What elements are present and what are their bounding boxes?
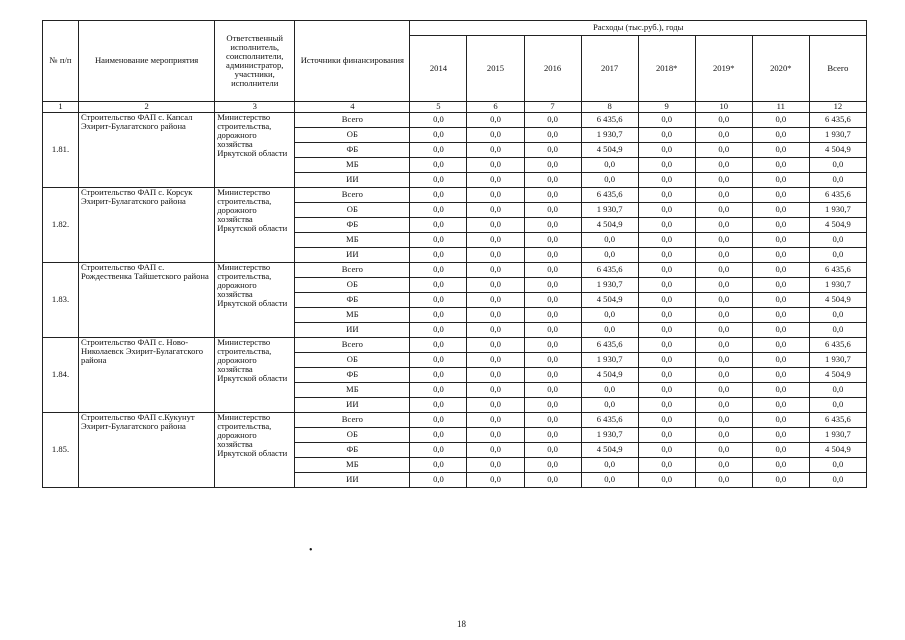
year-value: 0,0 xyxy=(752,233,809,248)
header-year: 2018* xyxy=(638,36,695,102)
total-value: 1 930,7 xyxy=(809,128,866,143)
year-value: 0,0 xyxy=(695,413,752,428)
year-value: 0,0 xyxy=(410,308,467,323)
year-value: 4 504,9 xyxy=(581,218,638,233)
year-value: 0,0 xyxy=(524,338,581,353)
year-value: 0,0 xyxy=(524,188,581,203)
year-value: 0,0 xyxy=(581,398,638,413)
year-value: 0,0 xyxy=(695,398,752,413)
item-name: Строительство ФАП с. Корсук Эхирит-Булагатского района xyxy=(79,188,215,263)
year-value: 0,0 xyxy=(524,323,581,338)
year-value: 0,0 xyxy=(752,368,809,383)
year-value: 0,0 xyxy=(467,368,524,383)
total-value: 4 504,9 xyxy=(809,218,866,233)
year-value: 4 504,9 xyxy=(581,293,638,308)
year-value: 0,0 xyxy=(467,248,524,263)
item-name: Строительство ФАП с.Кукунут Эхирит-Булагатского района xyxy=(79,413,215,488)
funding-source: ОБ xyxy=(295,203,410,218)
total-value: 4 504,9 xyxy=(809,443,866,458)
year-value: 0,0 xyxy=(638,128,695,143)
header-year: 2020* xyxy=(752,36,809,102)
total-value: 0,0 xyxy=(809,248,866,263)
year-value: 0,0 xyxy=(752,473,809,488)
year-value: 0,0 xyxy=(695,293,752,308)
year-value: 0,0 xyxy=(638,203,695,218)
year-value: 0,0 xyxy=(410,383,467,398)
year-value: 0,0 xyxy=(410,173,467,188)
year-value: 0,0 xyxy=(752,278,809,293)
column-number: 9 xyxy=(638,102,695,113)
year-value: 0,0 xyxy=(524,368,581,383)
year-value: 0,0 xyxy=(752,458,809,473)
year-value: 0,0 xyxy=(695,173,752,188)
year-value: 0,0 xyxy=(581,383,638,398)
year-value: 0,0 xyxy=(467,173,524,188)
year-value: 0,0 xyxy=(467,413,524,428)
year-value: 0,0 xyxy=(581,473,638,488)
total-value: 0,0 xyxy=(809,398,866,413)
column-number-row xyxy=(43,102,867,113)
column-number: 1 xyxy=(43,102,79,113)
year-value: 0,0 xyxy=(638,173,695,188)
year-value: 0,0 xyxy=(752,413,809,428)
year-value: 0,0 xyxy=(752,218,809,233)
column-number: 3 xyxy=(215,102,295,113)
year-value: 6 435,6 xyxy=(581,188,638,203)
year-value: 0,0 xyxy=(524,458,581,473)
total-value: 1 930,7 xyxy=(809,278,866,293)
year-value: 0,0 xyxy=(752,338,809,353)
funding-source: МБ xyxy=(295,233,410,248)
year-value: 0,0 xyxy=(410,428,467,443)
item-number: 1.82. xyxy=(43,188,79,263)
year-value: 0,0 xyxy=(752,158,809,173)
item-name: Строительство ФАП с. Ново-Николаевск Эхирит-Булагатского района xyxy=(79,338,215,413)
year-value: 0,0 xyxy=(695,158,752,173)
year-value: 0,0 xyxy=(695,263,752,278)
year-value: 0,0 xyxy=(695,308,752,323)
year-value: 0,0 xyxy=(524,143,581,158)
year-value: 0,0 xyxy=(410,293,467,308)
year-value: 0,0 xyxy=(467,308,524,323)
year-value: 0,0 xyxy=(638,143,695,158)
year-value: 0,0 xyxy=(410,158,467,173)
year-value: 0,0 xyxy=(410,458,467,473)
year-value: 0,0 xyxy=(581,308,638,323)
total-value: 0,0 xyxy=(809,383,866,398)
expenses-table xyxy=(42,20,867,488)
year-value: 0,0 xyxy=(410,443,467,458)
column-number: 12 xyxy=(809,102,866,113)
year-value: 0,0 xyxy=(695,128,752,143)
total-value: 6 435,6 xyxy=(809,188,866,203)
year-value: 0,0 xyxy=(638,263,695,278)
year-value: 0,0 xyxy=(410,248,467,263)
funding-source: ОБ xyxy=(295,428,410,443)
year-value: 0,0 xyxy=(524,353,581,368)
year-value: 0,0 xyxy=(581,158,638,173)
year-value: 0,0 xyxy=(467,158,524,173)
year-value: 0,0 xyxy=(410,263,467,278)
year-value: 0,0 xyxy=(752,188,809,203)
year-value: 0,0 xyxy=(524,158,581,173)
year-value: 0,0 xyxy=(467,143,524,158)
year-value: 0,0 xyxy=(524,398,581,413)
year-value: 0,0 xyxy=(524,308,581,323)
header-executor: Ответственный исполнитель, соисполнители, администратор, участники, исполнители xyxy=(215,21,295,102)
year-value: 0,0 xyxy=(638,338,695,353)
total-value: 0,0 xyxy=(809,158,866,173)
year-value: 0,0 xyxy=(410,413,467,428)
page-number: 18 xyxy=(457,619,466,629)
year-value: 0,0 xyxy=(524,173,581,188)
funding-source: ОБ xyxy=(295,353,410,368)
year-value: 0,0 xyxy=(752,443,809,458)
year-value: 0,0 xyxy=(695,323,752,338)
year-value: 0,0 xyxy=(467,353,524,368)
year-value: 0,0 xyxy=(467,218,524,233)
year-value: 0,0 xyxy=(695,383,752,398)
item-name: Строительство ФАП с. Капсал Эхирит-Булагатского района xyxy=(79,113,215,188)
funding-source: ИИ xyxy=(295,248,410,263)
year-value: 0,0 xyxy=(524,383,581,398)
year-value: 0,0 xyxy=(467,443,524,458)
year-value: 1 930,7 xyxy=(581,128,638,143)
year-value: 0,0 xyxy=(695,443,752,458)
year-value: 0,0 xyxy=(752,263,809,278)
year-value: 0,0 xyxy=(467,233,524,248)
header-year: 2017 xyxy=(581,36,638,102)
year-value: 0,0 xyxy=(467,188,524,203)
funding-source: ИИ xyxy=(295,398,410,413)
year-value: 0,0 xyxy=(467,473,524,488)
total-value: 1 930,7 xyxy=(809,353,866,368)
year-value: 0,0 xyxy=(638,473,695,488)
funding-source: Всего xyxy=(295,413,410,428)
header-total: Всего xyxy=(809,36,866,102)
year-value: 0,0 xyxy=(695,473,752,488)
year-value: 0,0 xyxy=(524,128,581,143)
year-value: 0,0 xyxy=(638,278,695,293)
year-value: 0,0 xyxy=(467,113,524,128)
year-value: 0,0 xyxy=(410,338,467,353)
year-value: 0,0 xyxy=(695,248,752,263)
year-value: 4 504,9 xyxy=(581,143,638,158)
year-value: 0,0 xyxy=(467,278,524,293)
year-value: 0,0 xyxy=(752,173,809,188)
year-value: 1 930,7 xyxy=(581,428,638,443)
year-value: 0,0 xyxy=(524,218,581,233)
year-value: 0,0 xyxy=(638,308,695,323)
year-value: 0,0 xyxy=(695,338,752,353)
year-value: 0,0 xyxy=(638,323,695,338)
year-value: 0,0 xyxy=(752,113,809,128)
funding-source: МБ xyxy=(295,383,410,398)
year-value: 0,0 xyxy=(638,188,695,203)
header-year: 2019* xyxy=(695,36,752,102)
column-number: 10 xyxy=(695,102,752,113)
header-num: № п/п xyxy=(43,21,79,102)
funding-source: ФБ xyxy=(295,143,410,158)
column-number: 2 xyxy=(79,102,215,113)
year-value: 0,0 xyxy=(410,398,467,413)
funding-source: Всего xyxy=(295,338,410,353)
year-value: 0,0 xyxy=(695,203,752,218)
table-row xyxy=(43,338,867,353)
total-value: 0,0 xyxy=(809,323,866,338)
funding-source: Всего xyxy=(295,188,410,203)
year-value: 0,0 xyxy=(524,428,581,443)
year-value: 0,0 xyxy=(581,233,638,248)
year-value: 0,0 xyxy=(638,233,695,248)
header-sources: Источники финансирования xyxy=(295,21,410,102)
year-value: 0,0 xyxy=(752,293,809,308)
table-body xyxy=(43,113,867,488)
year-value: 4 504,9 xyxy=(581,368,638,383)
year-value: 0,0 xyxy=(524,443,581,458)
funding-source: ИИ xyxy=(295,323,410,338)
funding-source: ФБ xyxy=(295,218,410,233)
header-year: 2016 xyxy=(524,36,581,102)
funding-source: ОБ xyxy=(295,278,410,293)
year-value: 1 930,7 xyxy=(581,353,638,368)
year-value: 0,0 xyxy=(695,218,752,233)
funding-source: ФБ xyxy=(295,443,410,458)
year-value: 0,0 xyxy=(638,248,695,263)
header-year: 2014 xyxy=(410,36,467,102)
year-value: 0,0 xyxy=(410,218,467,233)
total-value: 4 504,9 xyxy=(809,293,866,308)
year-value: 0,0 xyxy=(638,428,695,443)
year-value: 0,0 xyxy=(524,473,581,488)
item-executor: Министерство строительства, дорожного хозяйства Иркутской области xyxy=(215,263,295,338)
year-value: 0,0 xyxy=(410,203,467,218)
funding-source: МБ xyxy=(295,158,410,173)
column-number: 11 xyxy=(752,102,809,113)
item-name: Строительство ФАП с. Рождественка Тайшетского района xyxy=(79,263,215,338)
header-name: Наименование мероприятия xyxy=(79,21,215,102)
year-value: 0,0 xyxy=(524,248,581,263)
year-value: 0,0 xyxy=(581,173,638,188)
year-value: 0,0 xyxy=(467,293,524,308)
column-number: 4 xyxy=(295,102,410,113)
total-value: 1 930,7 xyxy=(809,428,866,443)
year-value: 0,0 xyxy=(695,428,752,443)
year-value: 0,0 xyxy=(410,473,467,488)
year-value: 0,0 xyxy=(524,293,581,308)
table-row xyxy=(43,263,867,278)
year-value: 0,0 xyxy=(638,443,695,458)
column-number: 5 xyxy=(410,102,467,113)
total-value: 6 435,6 xyxy=(809,263,866,278)
year-value: 0,0 xyxy=(410,233,467,248)
year-value: 0,0 xyxy=(695,278,752,293)
year-value: 0,0 xyxy=(467,128,524,143)
year-value: 0,0 xyxy=(467,323,524,338)
year-value: 0,0 xyxy=(524,263,581,278)
item-executor: Министерство строительства, дорожного хозяйства Иркутской области xyxy=(215,413,295,488)
year-value: 0,0 xyxy=(638,413,695,428)
year-value: 0,0 xyxy=(467,428,524,443)
year-value: 0,0 xyxy=(638,368,695,383)
total-value: 6 435,6 xyxy=(809,113,866,128)
year-value: 0,0 xyxy=(638,218,695,233)
year-value: 0,0 xyxy=(410,128,467,143)
year-value: 0,0 xyxy=(524,203,581,218)
year-value: 6 435,6 xyxy=(581,413,638,428)
year-value: 0,0 xyxy=(752,383,809,398)
total-value: 6 435,6 xyxy=(809,413,866,428)
funding-source: ФБ xyxy=(295,368,410,383)
stray-mark: • xyxy=(309,545,313,556)
year-value: 1 930,7 xyxy=(581,203,638,218)
year-value: 0,0 xyxy=(638,158,695,173)
funding-source: ОБ xyxy=(295,128,410,143)
year-value: 0,0 xyxy=(695,353,752,368)
total-value: 1 930,7 xyxy=(809,203,866,218)
year-value: 6 435,6 xyxy=(581,113,638,128)
funding-source: Всего xyxy=(295,263,410,278)
total-value: 0,0 xyxy=(809,473,866,488)
year-value: 0,0 xyxy=(752,128,809,143)
year-value: 0,0 xyxy=(410,323,467,338)
table-row xyxy=(43,413,867,428)
year-value: 0,0 xyxy=(524,233,581,248)
year-value: 0,0 xyxy=(752,248,809,263)
year-value: 0,0 xyxy=(410,143,467,158)
header-year: 2015 xyxy=(467,36,524,102)
item-number: 1.85. xyxy=(43,413,79,488)
year-value: 0,0 xyxy=(467,383,524,398)
item-number: 1.81. xyxy=(43,113,79,188)
year-value: 0,0 xyxy=(638,113,695,128)
item-executor: Министерство строительства, дорожного хозяйства Иркутской области xyxy=(215,113,295,188)
total-value: 0,0 xyxy=(809,308,866,323)
year-value: 4 504,9 xyxy=(581,443,638,458)
year-value: 0,0 xyxy=(752,323,809,338)
year-value: 0,0 xyxy=(467,458,524,473)
item-executor: Министерство строительства, дорожного хозяйства Иркутской области xyxy=(215,188,295,263)
year-value: 0,0 xyxy=(638,458,695,473)
total-value: 0,0 xyxy=(809,233,866,248)
year-value: 0,0 xyxy=(695,188,752,203)
year-value: 0,0 xyxy=(695,368,752,383)
column-number: 6 xyxy=(467,102,524,113)
table-row xyxy=(43,113,867,128)
year-value: 0,0 xyxy=(638,353,695,368)
year-value: 0,0 xyxy=(638,383,695,398)
year-value: 0,0 xyxy=(410,188,467,203)
year-value: 0,0 xyxy=(695,233,752,248)
funding-source: ИИ xyxy=(295,173,410,188)
year-value: 0,0 xyxy=(752,398,809,413)
year-value: 6 435,6 xyxy=(581,338,638,353)
year-value: 0,0 xyxy=(638,293,695,308)
funding-source: ФБ xyxy=(295,293,410,308)
item-number: 1.84. xyxy=(43,338,79,413)
table-row xyxy=(43,188,867,203)
year-value: 0,0 xyxy=(410,353,467,368)
year-value: 0,0 xyxy=(467,398,524,413)
year-value: 0,0 xyxy=(410,278,467,293)
total-value: 0,0 xyxy=(809,458,866,473)
funding-source: ИИ xyxy=(295,473,410,488)
header-expenses: Расходы (тыс.руб.), годы xyxy=(410,21,867,36)
year-value: 1 930,7 xyxy=(581,278,638,293)
column-number: 7 xyxy=(524,102,581,113)
item-number: 1.83. xyxy=(43,263,79,338)
year-value: 0,0 xyxy=(752,308,809,323)
funding-source: МБ xyxy=(295,308,410,323)
year-value: 0,0 xyxy=(752,428,809,443)
year-value: 6 435,6 xyxy=(581,263,638,278)
item-executor: Министерство строительства, дорожного хозяйства Иркутской области xyxy=(215,338,295,413)
year-value: 0,0 xyxy=(410,113,467,128)
total-value: 4 504,9 xyxy=(809,143,866,158)
funding-source: Всего xyxy=(295,113,410,128)
year-value: 0,0 xyxy=(410,368,467,383)
year-value: 0,0 xyxy=(752,143,809,158)
year-value: 0,0 xyxy=(467,338,524,353)
year-value: 0,0 xyxy=(752,353,809,368)
year-value: 0,0 xyxy=(581,458,638,473)
year-value: 0,0 xyxy=(467,203,524,218)
total-value: 4 504,9 xyxy=(809,368,866,383)
total-value: 0,0 xyxy=(809,173,866,188)
year-value: 0,0 xyxy=(695,458,752,473)
year-value: 0,0 xyxy=(524,278,581,293)
total-value: 6 435,6 xyxy=(809,338,866,353)
column-number: 8 xyxy=(581,102,638,113)
year-value: 0,0 xyxy=(524,113,581,128)
year-value: 0,0 xyxy=(581,323,638,338)
year-value: 0,0 xyxy=(467,263,524,278)
year-value: 0,0 xyxy=(695,113,752,128)
funding-source: МБ xyxy=(295,458,410,473)
year-value: 0,0 xyxy=(638,398,695,413)
year-value: 0,0 xyxy=(695,143,752,158)
year-value: 0,0 xyxy=(752,203,809,218)
year-value: 0,0 xyxy=(524,413,581,428)
year-value: 0,0 xyxy=(581,248,638,263)
